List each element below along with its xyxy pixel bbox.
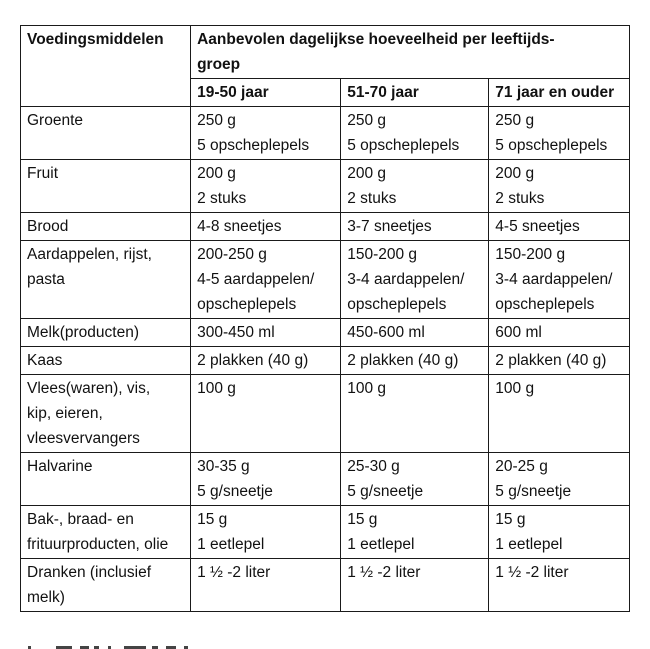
food-name-line: Vlees(waren), vis, [27, 380, 151, 397]
amount-line: 250 g [495, 112, 535, 129]
amount-cell [191, 160, 341, 213]
amount-cell [489, 319, 630, 347]
amount-line: 2 stuks [197, 190, 247, 207]
amount-cell [489, 506, 630, 559]
amount-line: 100 g [347, 380, 387, 397]
amount-cell [341, 453, 489, 506]
table-body [21, 107, 630, 612]
amount-line: 2 stuks [495, 190, 545, 207]
food-name-line: frituurproducten, olie [27, 536, 169, 553]
amount-line: 4-8 sneetjes [197, 218, 282, 235]
amount-line: 15 g [495, 511, 526, 528]
amount-cell [191, 319, 341, 347]
amount-cell [191, 107, 341, 160]
food-cell [21, 241, 191, 319]
food-cell [21, 375, 191, 453]
table-row [21, 107, 630, 160]
food-column-label: Voedingsmiddelen [27, 31, 164, 48]
amount-line: 25-30 g [347, 458, 400, 475]
cut-off-footnote-fragment [28, 640, 248, 649]
amount-cell [489, 347, 630, 375]
amount-line: 150-200 g [495, 246, 566, 263]
amount-line: 3-4 aardappelen/ [495, 271, 613, 288]
food-name-line: Fruit [27, 165, 58, 182]
amount-line: 3-7 sneetjes [347, 218, 432, 235]
table-row [21, 319, 630, 347]
amount-cell [191, 241, 341, 319]
amount-line: opscheplepels [495, 296, 595, 313]
food-name-line: Kaas [27, 352, 63, 369]
amount-line: 100 g [197, 380, 236, 397]
amount-line: 250 g [197, 112, 236, 129]
age-group-header: 51-70 jaar [341, 79, 489, 107]
amount-line: 300-450 ml [197, 324, 275, 341]
amount-cell [341, 559, 489, 612]
amount-cell [341, 160, 489, 213]
amount-cell [489, 160, 630, 213]
amount-line: 2 plakken (40 g) [197, 352, 309, 369]
food-name-line: melk) [27, 589, 65, 606]
table-row [21, 559, 630, 612]
food-name-line: Halvarine [27, 458, 93, 475]
age-group-header: 71 jaar en ouder [489, 79, 630, 107]
amount-cell [341, 107, 489, 160]
table-header [21, 26, 630, 107]
food-column-header [21, 26, 191, 107]
food-cell [21, 347, 191, 375]
amount-cell [489, 213, 630, 241]
amount-cell [191, 506, 341, 559]
food-cell [21, 160, 191, 213]
food-name-line: Bak-, braad- en [27, 511, 134, 528]
age-group-header: 19-50 jaar [191, 79, 341, 107]
advice-label-line: Aanbevolen dagelijkse hoeveelheid per leeftijds- [197, 31, 555, 48]
amount-line: 200 g [347, 165, 387, 182]
amount-cell [489, 559, 630, 612]
amount-cell [489, 241, 630, 319]
amount-cell [341, 375, 489, 453]
table-row [21, 241, 630, 319]
food-cell [21, 107, 191, 160]
amount-cell [341, 213, 489, 241]
amount-line: 5 opscheplepels [347, 137, 460, 154]
amount-line: 200 g [495, 165, 535, 182]
amount-line: 1 ½ -2 liter [347, 564, 421, 581]
amount-line: 150-200 g [347, 246, 418, 263]
amount-cell [191, 453, 341, 506]
advice-label-line: groep [197, 56, 241, 73]
nutrition-table [20, 25, 630, 612]
amount-line: 5 opscheplepels [495, 137, 608, 154]
amount-line: 2 plakken (40 g) [347, 352, 459, 369]
amount-line: 4-5 aardappelen/ [197, 271, 315, 288]
amount-cell [191, 559, 341, 612]
amount-line: 5 g/sneetje [197, 483, 273, 500]
amount-line: 15 g [197, 511, 228, 528]
table-row [21, 160, 630, 213]
amount-cell [191, 213, 341, 241]
table-row [21, 453, 630, 506]
food-name-line: pasta [27, 271, 65, 288]
food-cell [21, 506, 191, 559]
table-row [21, 347, 630, 375]
advice-column-header [191, 26, 630, 79]
food-name-line: kip, eieren, [27, 405, 103, 422]
amount-line: 2 stuks [347, 190, 397, 207]
food-name-line: vleesvervangers [27, 430, 140, 447]
amount-line: 30-35 g [197, 458, 250, 475]
food-cell [21, 559, 191, 612]
amount-line: 450-600 ml [347, 324, 425, 341]
amount-line: 200 g [197, 165, 236, 182]
amount-cell [341, 347, 489, 375]
header-row-main [21, 26, 630, 79]
amount-line: 1 eetlepel [197, 536, 265, 553]
amount-line: 15 g [347, 511, 378, 528]
table-row [21, 213, 630, 241]
food-name-line: Dranken (inclusief [27, 564, 152, 581]
amount-line: 1 eetlepel [347, 536, 415, 553]
amount-line: 250 g [347, 112, 387, 129]
amount-line: 200-250 g [197, 246, 267, 263]
food-name-line: Aardappelen, rijst, [27, 246, 152, 263]
amount-line: 5 g/sneetje [495, 483, 572, 500]
amount-cell [489, 107, 630, 160]
amount-line: 5 opscheplepels [197, 137, 310, 154]
food-name-line: Brood [27, 218, 69, 235]
amount-line: 4-5 sneetjes [495, 218, 580, 235]
food-name-line: Groente [27, 112, 84, 129]
amount-cell [191, 347, 341, 375]
amount-cell [341, 241, 489, 319]
food-cell [21, 213, 191, 241]
table-row [21, 506, 630, 559]
food-cell [21, 453, 191, 506]
amount-line: 1 ½ -2 liter [197, 564, 271, 581]
amount-line: 5 g/sneetje [347, 483, 424, 500]
amount-line: 100 g [495, 380, 535, 397]
amount-line: 600 ml [495, 324, 542, 341]
amount-cell [489, 375, 630, 453]
amount-line: 20-25 g [495, 458, 548, 475]
amount-line: opscheplepels [347, 296, 447, 313]
amount-cell [489, 453, 630, 506]
table-row [21, 375, 630, 453]
amount-line: opscheplepels [197, 296, 297, 313]
food-cell [21, 319, 191, 347]
amount-line: 1 ½ -2 liter [495, 564, 569, 581]
amount-cell [191, 375, 341, 453]
amount-line: 2 plakken (40 g) [495, 352, 607, 369]
amount-cell [341, 506, 489, 559]
amount-cell [341, 319, 489, 347]
food-name-line: Melk(producten) [27, 324, 139, 341]
amount-line: 3-4 aardappelen/ [347, 271, 465, 288]
amount-line: 1 eetlepel [495, 536, 563, 553]
